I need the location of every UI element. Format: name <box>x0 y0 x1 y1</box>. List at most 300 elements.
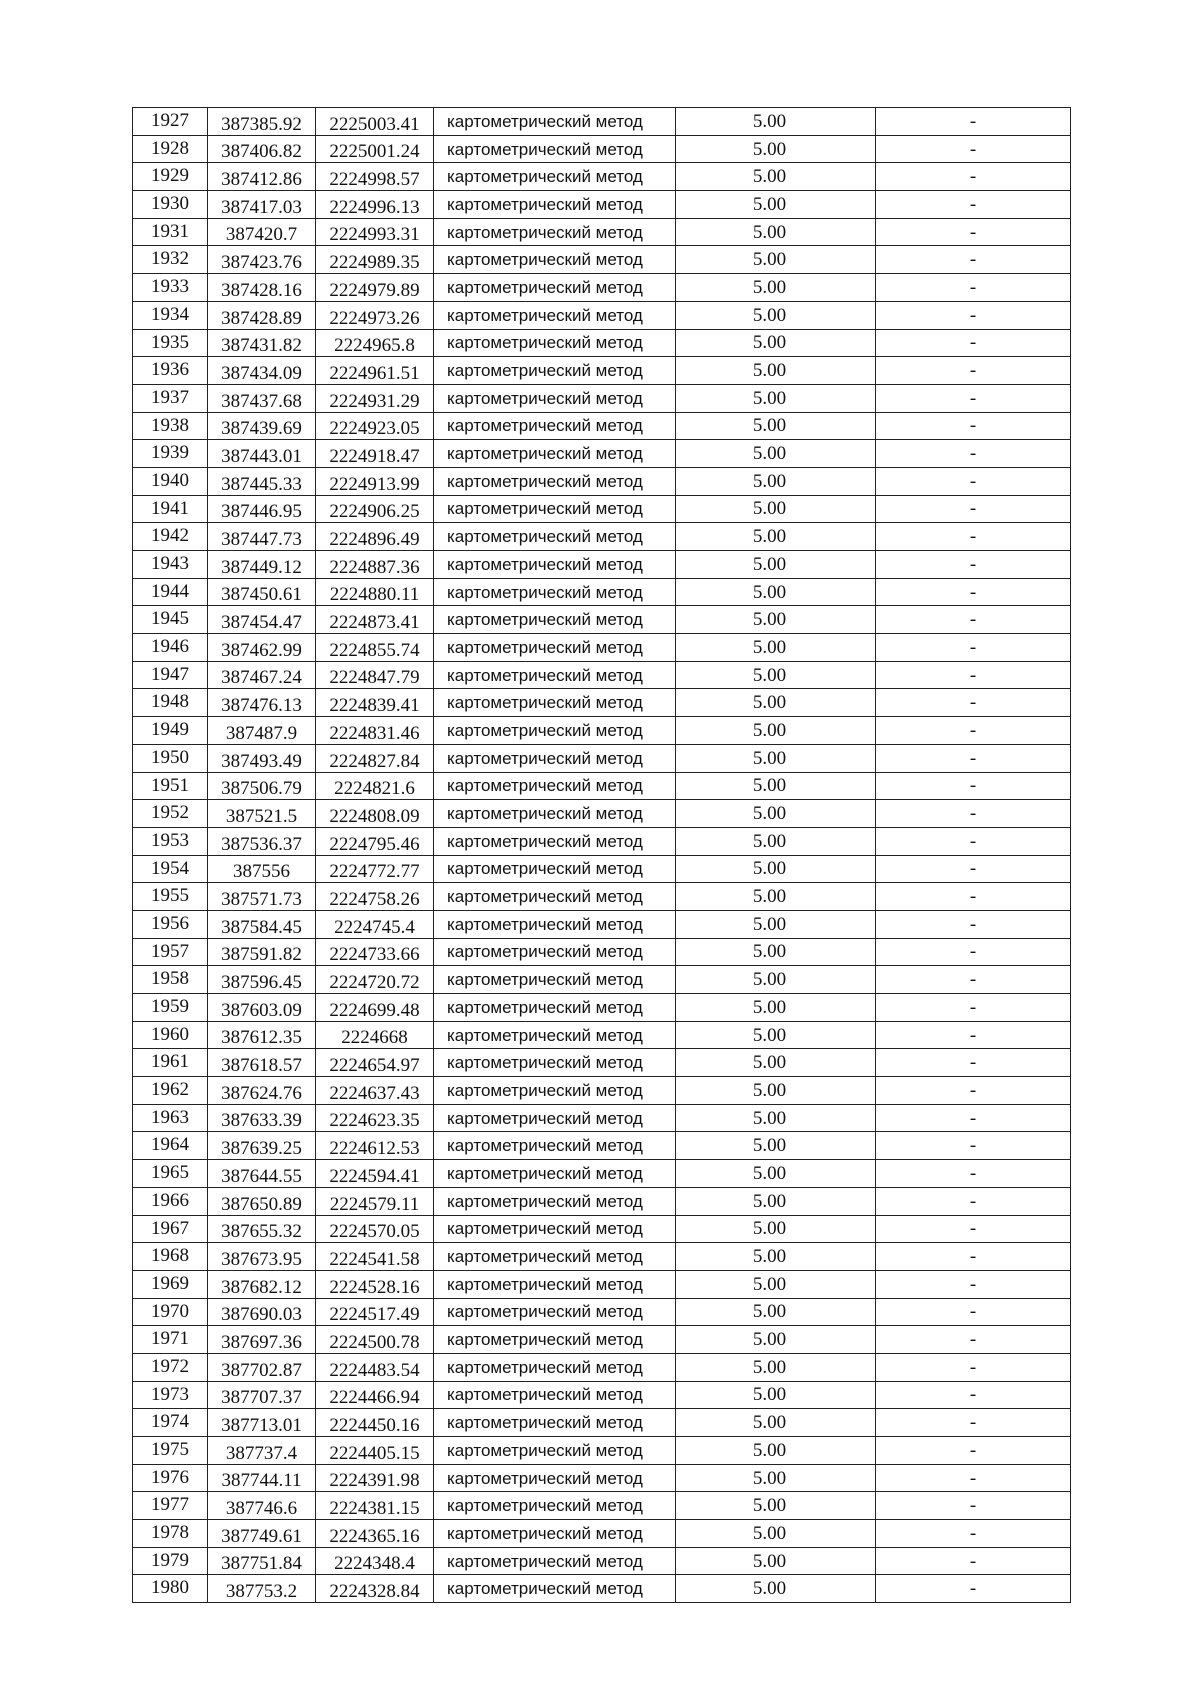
method-cell: картометрический метод <box>434 1077 676 1105</box>
x-coordinate-cell: 387596.45 <box>208 966 316 994</box>
y-coordinate-cell: 2224654.97 <box>316 1049 434 1077</box>
method-cell: картометрический метод <box>434 1575 676 1603</box>
description-cell: - <box>876 634 1071 662</box>
description-cell: - <box>876 1298 1071 1326</box>
x-coordinate-cell: 387493.49 <box>208 744 316 772</box>
y-coordinate-cell: 2224906.25 <box>316 495 434 523</box>
description-cell: - <box>876 1437 1071 1465</box>
x-coordinate-cell: 387650.89 <box>208 1187 316 1215</box>
table-row <box>133 163 1071 191</box>
x-coordinate-cell: 387644.55 <box>208 1160 316 1188</box>
accuracy-cell: 5.00 <box>676 1215 876 1243</box>
point-number-cell: 1968 <box>133 1243 208 1271</box>
description-cell: - <box>876 329 1071 357</box>
method-cell: картометрический метод <box>434 883 676 911</box>
table-row <box>133 966 1071 994</box>
description-cell: - <box>876 384 1071 412</box>
point-number-cell: 1934 <box>133 301 208 329</box>
method-cell: картометрический метод <box>434 827 676 855</box>
point-number-cell: 1943 <box>133 551 208 579</box>
y-coordinate-cell: 2224745.4 <box>316 910 434 938</box>
accuracy-cell: 5.00 <box>676 384 876 412</box>
method-cell: картометрический метод <box>434 329 676 357</box>
method-cell: картометрический метод <box>434 191 676 219</box>
point-number-cell: 1977 <box>133 1492 208 1520</box>
y-coordinate-cell: 2224873.41 <box>316 606 434 634</box>
point-number-cell: 1975 <box>133 1437 208 1465</box>
x-coordinate-cell: 387702.87 <box>208 1353 316 1381</box>
accuracy-cell: 5.00 <box>676 800 876 828</box>
accuracy-cell: 5.00 <box>676 1298 876 1326</box>
x-coordinate-cell: 387454.47 <box>208 606 316 634</box>
x-coordinate-cell: 387487.9 <box>208 717 316 745</box>
x-coordinate-cell: 387447.73 <box>208 523 316 551</box>
method-cell: картометрический метод <box>434 1492 676 1520</box>
point-number-cell: 1978 <box>133 1520 208 1548</box>
x-coordinate-cell: 387749.61 <box>208 1520 316 1548</box>
y-coordinate-cell: 2224795.46 <box>316 827 434 855</box>
x-coordinate-cell: 387673.95 <box>208 1243 316 1271</box>
x-coordinate-cell: 387450.61 <box>208 578 316 606</box>
table-row <box>133 1187 1071 1215</box>
method-cell: картометрический метод <box>434 440 676 468</box>
point-number-cell: 1929 <box>133 163 208 191</box>
accuracy-cell: 5.00 <box>676 218 876 246</box>
method-cell: картометрический метод <box>434 634 676 662</box>
table-row <box>133 1437 1071 1465</box>
point-number-cell: 1944 <box>133 578 208 606</box>
description-cell: - <box>876 966 1071 994</box>
table-row <box>133 661 1071 689</box>
table-row <box>133 689 1071 717</box>
table-row <box>133 191 1071 219</box>
accuracy-cell: 5.00 <box>676 1437 876 1465</box>
x-coordinate-cell: 387624.76 <box>208 1077 316 1105</box>
x-coordinate-cell: 387591.82 <box>208 938 316 966</box>
table-row <box>133 218 1071 246</box>
method-cell: картометрический метод <box>434 744 676 772</box>
description-cell: - <box>876 551 1071 579</box>
x-coordinate-cell: 387603.09 <box>208 994 316 1022</box>
table-row <box>133 827 1071 855</box>
y-coordinate-cell: 2224466.94 <box>316 1381 434 1409</box>
description-cell: - <box>876 412 1071 440</box>
description-cell: - <box>876 1464 1071 1492</box>
x-coordinate-cell: 387584.45 <box>208 910 316 938</box>
description-cell: - <box>876 578 1071 606</box>
table-row <box>133 1464 1071 1492</box>
method-cell: картометрический метод <box>434 274 676 302</box>
method-cell: картометрический метод <box>434 1437 676 1465</box>
x-coordinate-cell: 387437.68 <box>208 384 316 412</box>
table-row <box>133 634 1071 662</box>
accuracy-cell: 5.00 <box>676 551 876 579</box>
x-coordinate-cell: 387571.73 <box>208 883 316 911</box>
method-cell: картометрический метод <box>434 1215 676 1243</box>
table-row <box>133 606 1071 634</box>
x-coordinate-cell: 387751.84 <box>208 1547 316 1575</box>
x-coordinate-cell: 387707.37 <box>208 1381 316 1409</box>
method-cell: картометрический метод <box>434 800 676 828</box>
point-number-cell: 1927 <box>133 108 208 136</box>
x-coordinate-cell: 387633.39 <box>208 1104 316 1132</box>
method-cell: картометрический метод <box>434 1021 676 1049</box>
y-coordinate-cell: 2224979.89 <box>316 274 434 302</box>
y-coordinate-cell: 2224993.31 <box>316 218 434 246</box>
x-coordinate-cell: 387420.7 <box>208 218 316 246</box>
x-coordinate-cell: 387423.76 <box>208 246 316 274</box>
accuracy-cell: 5.00 <box>676 1049 876 1077</box>
accuracy-cell: 5.00 <box>676 883 876 911</box>
point-number-cell: 1951 <box>133 772 208 800</box>
description-cell: - <box>876 1160 1071 1188</box>
method-cell: картометрический метод <box>434 910 676 938</box>
x-coordinate-cell: 387434.09 <box>208 357 316 385</box>
point-number-cell: 1971 <box>133 1326 208 1354</box>
x-coordinate-cell: 387428.16 <box>208 274 316 302</box>
accuracy-cell: 5.00 <box>676 994 876 1022</box>
description-cell: - <box>876 1547 1071 1575</box>
x-coordinate-cell: 387753.2 <box>208 1575 316 1603</box>
table-row <box>133 1326 1071 1354</box>
table-row <box>133 744 1071 772</box>
x-coordinate-cell: 387612.35 <box>208 1021 316 1049</box>
point-number-cell: 1979 <box>133 1547 208 1575</box>
point-number-cell: 1947 <box>133 661 208 689</box>
description-cell: - <box>876 218 1071 246</box>
description-cell: - <box>876 1381 1071 1409</box>
point-number-cell: 1972 <box>133 1353 208 1381</box>
accuracy-cell: 5.00 <box>676 1160 876 1188</box>
table-row <box>133 1132 1071 1160</box>
point-number-cell: 1935 <box>133 329 208 357</box>
y-coordinate-cell: 2224733.66 <box>316 938 434 966</box>
x-coordinate-cell: 387536.37 <box>208 827 316 855</box>
accuracy-cell: 5.00 <box>676 1270 876 1298</box>
accuracy-cell: 5.00 <box>676 1381 876 1409</box>
description-cell: - <box>876 301 1071 329</box>
method-cell: картометрический метод <box>434 108 676 136</box>
description-cell: - <box>876 1575 1071 1603</box>
table-row <box>133 1243 1071 1271</box>
description-cell: - <box>876 883 1071 911</box>
x-coordinate-cell: 387412.86 <box>208 163 316 191</box>
point-number-cell: 1928 <box>133 135 208 163</box>
table-row <box>133 717 1071 745</box>
accuracy-cell: 5.00 <box>676 744 876 772</box>
method-cell: картометрический метод <box>434 1409 676 1437</box>
point-number-cell: 1958 <box>133 966 208 994</box>
y-coordinate-cell: 2224989.35 <box>316 246 434 274</box>
point-number-cell: 1965 <box>133 1160 208 1188</box>
accuracy-cell: 5.00 <box>676 827 876 855</box>
y-coordinate-cell: 2224699.48 <box>316 994 434 1022</box>
table-row <box>133 1270 1071 1298</box>
y-coordinate-cell: 2224570.05 <box>316 1215 434 1243</box>
method-cell: картометрический метод <box>434 1160 676 1188</box>
accuracy-cell: 5.00 <box>676 1104 876 1132</box>
table-row <box>133 246 1071 274</box>
description-cell: - <box>876 135 1071 163</box>
y-coordinate-cell: 2224961.51 <box>316 357 434 385</box>
accuracy-cell: 5.00 <box>676 938 876 966</box>
table-row <box>133 384 1071 412</box>
point-number-cell: 1966 <box>133 1187 208 1215</box>
point-number-cell: 1939 <box>133 440 208 468</box>
y-coordinate-cell: 2224880.11 <box>316 578 434 606</box>
description-cell: - <box>876 994 1071 1022</box>
table-row <box>133 357 1071 385</box>
accuracy-cell: 5.00 <box>676 274 876 302</box>
point-number-cell: 1964 <box>133 1132 208 1160</box>
table-row <box>133 1409 1071 1437</box>
y-coordinate-cell: 2224918.47 <box>316 440 434 468</box>
table-row <box>133 1077 1071 1105</box>
accuracy-cell: 5.00 <box>676 1464 876 1492</box>
x-coordinate-cell: 387462.99 <box>208 634 316 662</box>
x-coordinate-cell: 387737.4 <box>208 1437 316 1465</box>
description-cell: - <box>876 1049 1071 1077</box>
accuracy-cell: 5.00 <box>676 1187 876 1215</box>
table-row <box>133 329 1071 357</box>
accuracy-cell: 5.00 <box>676 135 876 163</box>
y-coordinate-cell: 2224887.36 <box>316 551 434 579</box>
table-row <box>133 938 1071 966</box>
table-row <box>133 1575 1071 1603</box>
description-cell: - <box>876 357 1071 385</box>
accuracy-cell: 5.00 <box>676 634 876 662</box>
accuracy-cell: 5.00 <box>676 412 876 440</box>
point-number-cell: 1959 <box>133 994 208 1022</box>
point-number-cell: 1941 <box>133 495 208 523</box>
description-cell: - <box>876 1132 1071 1160</box>
point-number-cell: 1933 <box>133 274 208 302</box>
method-cell: картометрический метод <box>434 689 676 717</box>
description-cell: - <box>876 1187 1071 1215</box>
table-row <box>133 1049 1071 1077</box>
y-coordinate-cell: 2224896.49 <box>316 523 434 551</box>
point-number-cell: 1980 <box>133 1575 208 1603</box>
table-row <box>133 523 1071 551</box>
method-cell: картометрический метод <box>434 1298 676 1326</box>
accuracy-cell: 5.00 <box>676 1243 876 1271</box>
y-coordinate-cell: 2224528.16 <box>316 1270 434 1298</box>
table-row <box>133 1492 1071 1520</box>
point-number-cell: 1940 <box>133 467 208 495</box>
accuracy-cell: 5.00 <box>676 1520 876 1548</box>
description-cell: - <box>876 855 1071 883</box>
description-cell: - <box>876 1409 1071 1437</box>
y-coordinate-cell: 2225003.41 <box>316 108 434 136</box>
table-row <box>133 1104 1071 1132</box>
point-number-cell: 1976 <box>133 1464 208 1492</box>
description-cell: - <box>876 163 1071 191</box>
x-coordinate-cell: 387744.11 <box>208 1464 316 1492</box>
method-cell: картометрический метод <box>434 938 676 966</box>
description-cell: - <box>876 1492 1071 1520</box>
accuracy-cell: 5.00 <box>676 1077 876 1105</box>
description-cell: - <box>876 108 1071 136</box>
y-coordinate-cell: 2224965.8 <box>316 329 434 357</box>
accuracy-cell: 5.00 <box>676 578 876 606</box>
description-cell: - <box>876 1353 1071 1381</box>
accuracy-cell: 5.00 <box>676 301 876 329</box>
y-coordinate-cell: 2224405.15 <box>316 1437 434 1465</box>
description-cell: - <box>876 1021 1071 1049</box>
y-coordinate-cell: 2224500.78 <box>316 1326 434 1354</box>
x-coordinate-cell: 387449.12 <box>208 551 316 579</box>
point-number-cell: 1936 <box>133 357 208 385</box>
method-cell: картометрический метод <box>434 606 676 634</box>
description-cell: - <box>876 606 1071 634</box>
x-coordinate-cell: 387446.95 <box>208 495 316 523</box>
description-cell: - <box>876 1104 1071 1132</box>
description-cell: - <box>876 1270 1071 1298</box>
method-cell: картометрический метод <box>434 357 676 385</box>
point-number-cell: 1961 <box>133 1049 208 1077</box>
point-number-cell: 1967 <box>133 1215 208 1243</box>
accuracy-cell: 5.00 <box>676 1021 876 1049</box>
method-cell: картометрический метод <box>434 1187 676 1215</box>
y-coordinate-cell: 2224381.15 <box>316 1492 434 1520</box>
accuracy-cell: 5.00 <box>676 910 876 938</box>
point-number-cell: 1953 <box>133 827 208 855</box>
point-number-cell: 1970 <box>133 1298 208 1326</box>
accuracy-cell: 5.00 <box>676 606 876 634</box>
accuracy-cell: 5.00 <box>676 467 876 495</box>
accuracy-cell: 5.00 <box>676 661 876 689</box>
description-cell: - <box>876 1326 1071 1354</box>
x-coordinate-cell: 387445.33 <box>208 467 316 495</box>
y-coordinate-cell: 2224483.54 <box>316 1353 434 1381</box>
method-cell: картометрический метод <box>434 384 676 412</box>
table-row <box>133 495 1071 523</box>
table-row <box>133 274 1071 302</box>
method-cell: картометрический метод <box>434 467 676 495</box>
point-number-cell: 1938 <box>133 412 208 440</box>
y-coordinate-cell: 2224668 <box>316 1021 434 1049</box>
table-row <box>133 412 1071 440</box>
x-coordinate-cell: 387682.12 <box>208 1270 316 1298</box>
accuracy-cell: 5.00 <box>676 1492 876 1520</box>
accuracy-cell: 5.00 <box>676 523 876 551</box>
x-coordinate-cell: 387697.36 <box>208 1326 316 1354</box>
accuracy-cell: 5.00 <box>676 689 876 717</box>
coordinates-table-body <box>133 108 1071 1603</box>
y-coordinate-cell: 2225001.24 <box>316 135 434 163</box>
table-row <box>133 578 1071 606</box>
description-cell: - <box>876 246 1071 274</box>
point-number-cell: 1963 <box>133 1104 208 1132</box>
x-coordinate-cell: 387521.5 <box>208 800 316 828</box>
accuracy-cell: 5.00 <box>676 246 876 274</box>
method-cell: картометрический метод <box>434 135 676 163</box>
description-cell: - <box>876 274 1071 302</box>
x-coordinate-cell: 387618.57 <box>208 1049 316 1077</box>
point-number-cell: 1973 <box>133 1381 208 1409</box>
x-coordinate-cell: 387556 <box>208 855 316 883</box>
table-row <box>133 108 1071 136</box>
accuracy-cell: 5.00 <box>676 357 876 385</box>
point-number-cell: 1955 <box>133 883 208 911</box>
y-coordinate-cell: 2224579.11 <box>316 1187 434 1215</box>
method-cell: картометрический метод <box>434 1464 676 1492</box>
method-cell: картометрический метод <box>434 717 676 745</box>
description-cell: - <box>876 191 1071 219</box>
table-row <box>133 1298 1071 1326</box>
table-row <box>133 883 1071 911</box>
x-coordinate-cell: 387639.25 <box>208 1132 316 1160</box>
table-row <box>133 301 1071 329</box>
y-coordinate-cell: 2224720.72 <box>316 966 434 994</box>
method-cell: картометрический метод <box>434 1104 676 1132</box>
method-cell: картометрический метод <box>434 1353 676 1381</box>
accuracy-cell: 5.00 <box>676 855 876 883</box>
description-cell: - <box>876 467 1071 495</box>
description-cell: - <box>876 1243 1071 1271</box>
table-row <box>133 772 1071 800</box>
accuracy-cell: 5.00 <box>676 163 876 191</box>
point-number-cell: 1954 <box>133 855 208 883</box>
accuracy-cell: 5.00 <box>676 1575 876 1603</box>
description-cell: - <box>876 910 1071 938</box>
y-coordinate-cell: 2224839.41 <box>316 689 434 717</box>
description-cell: - <box>876 800 1071 828</box>
y-coordinate-cell: 2224847.79 <box>316 661 434 689</box>
y-coordinate-cell: 2224391.98 <box>316 1464 434 1492</box>
point-number-cell: 1974 <box>133 1409 208 1437</box>
y-coordinate-cell: 2224923.05 <box>316 412 434 440</box>
accuracy-cell: 5.00 <box>676 772 876 800</box>
table-row <box>133 855 1071 883</box>
y-coordinate-cell: 2224450.16 <box>316 1409 434 1437</box>
x-coordinate-cell: 387746.6 <box>208 1492 316 1520</box>
y-coordinate-cell: 2224541.58 <box>316 1243 434 1271</box>
table-row <box>133 910 1071 938</box>
y-coordinate-cell: 2224913.99 <box>316 467 434 495</box>
accuracy-cell: 5.00 <box>676 966 876 994</box>
method-cell: картометрический метод <box>434 578 676 606</box>
method-cell: картометрический метод <box>434 412 676 440</box>
x-coordinate-cell: 387690.03 <box>208 1298 316 1326</box>
table-row <box>133 1520 1071 1548</box>
y-coordinate-cell: 2224348.4 <box>316 1547 434 1575</box>
accuracy-cell: 5.00 <box>676 191 876 219</box>
description-cell: - <box>876 744 1071 772</box>
table-row <box>133 440 1071 468</box>
method-cell: картометрический метод <box>434 661 676 689</box>
point-number-cell: 1956 <box>133 910 208 938</box>
accuracy-cell: 5.00 <box>676 495 876 523</box>
x-coordinate-cell: 387506.79 <box>208 772 316 800</box>
description-cell: - <box>876 661 1071 689</box>
point-number-cell: 1960 <box>133 1021 208 1049</box>
point-number-cell: 1931 <box>133 218 208 246</box>
accuracy-cell: 5.00 <box>676 1409 876 1437</box>
point-number-cell: 1937 <box>133 384 208 412</box>
y-coordinate-cell: 2224594.41 <box>316 1160 434 1188</box>
x-coordinate-cell: 387443.01 <box>208 440 316 468</box>
accuracy-cell: 5.00 <box>676 1132 876 1160</box>
point-number-cell: 1950 <box>133 744 208 772</box>
point-number-cell: 1942 <box>133 523 208 551</box>
table-row <box>133 994 1071 1022</box>
method-cell: картометрический метод <box>434 772 676 800</box>
accuracy-cell: 5.00 <box>676 1353 876 1381</box>
method-cell: картометрический метод <box>434 1547 676 1575</box>
method-cell: картометрический метод <box>434 1520 676 1548</box>
y-coordinate-cell: 2224973.26 <box>316 301 434 329</box>
